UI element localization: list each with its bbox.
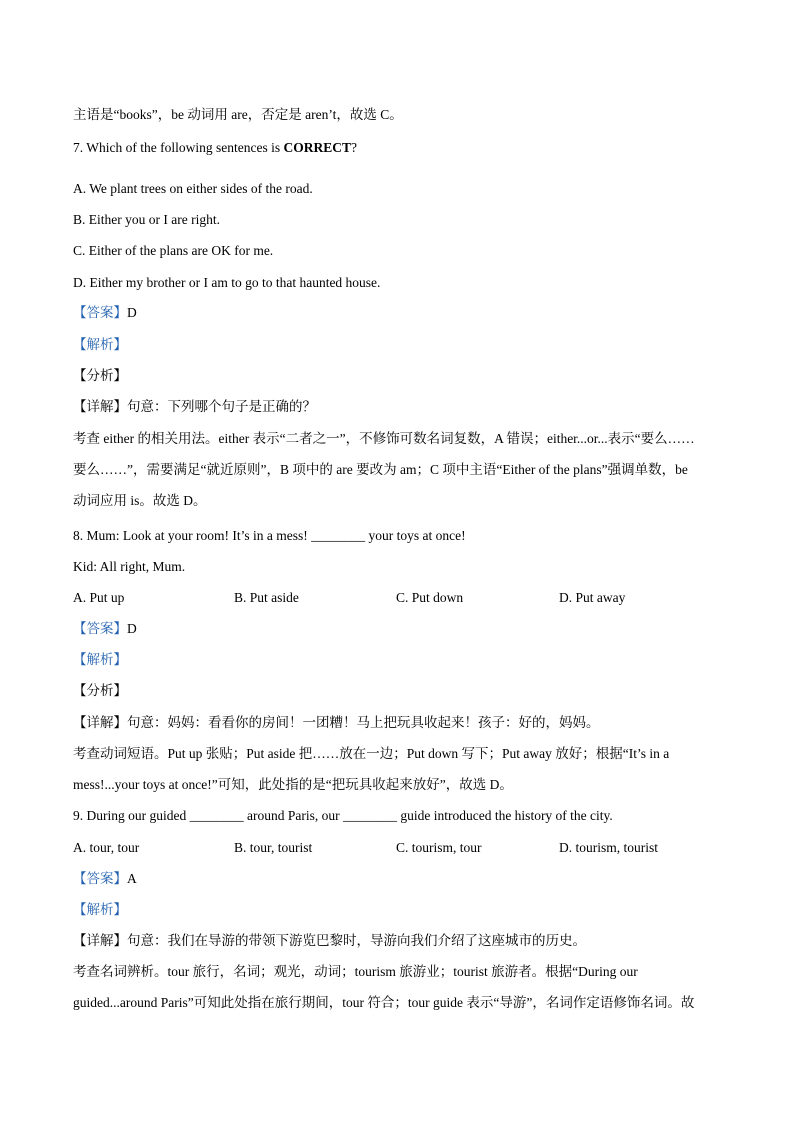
q8-detail-text: 句意：妈妈：看看你的房间！一团糟！马上把玩具收起来！孩子：好的，妈妈。	[127, 715, 600, 730]
q8-option-c: C. Put down	[396, 590, 464, 605]
q9-jiexi: 【解析】	[73, 902, 127, 917]
q8-kid: Kid: All right, Mum.	[73, 559, 186, 574]
q9-stem: 9. During our guided ________ around Paris, our ________ guide introduced the history of the city.	[73, 808, 613, 823]
q9-explain-2: guided...around Paris”可知此处指在旅行期间，tour 符合；tour guide 表示“导游”，名词作定语修饰名词。故	[73, 995, 695, 1010]
q7-option-d: D. Either my brother or I am to go to that haunted house.	[73, 275, 381, 290]
q8-answer-label: 【答案】	[73, 621, 127, 636]
q8-option-b: B. Put aside	[234, 590, 299, 605]
q9-detail-label: 【详解】	[73, 933, 127, 948]
q8-detail	[73, 713, 734, 733]
q7-option-b: B. Either you or I are right.	[73, 212, 220, 227]
q7-option-a: A. We plant trees on either sides of the road.	[73, 181, 313, 196]
q8-option-d: D. Put away	[559, 590, 626, 605]
q7-explain-2: 要么……”，需要满足“就近原则”，B 项中的 are 要改为 am；C 项中主语“Either of the plans”强调单数，be	[73, 462, 688, 477]
q7-stem-end: ?	[350, 140, 357, 155]
q9-explain-1: 考查名词辨析。tour 旅行，名词；观光，动词；tourism 旅游业；tourist 旅游者。根据“During our	[73, 964, 638, 979]
q7-explain-3: 动词应用 is。故选 D。	[73, 493, 207, 508]
q8-detail-label: 【详解】	[73, 715, 127, 730]
q8-explain-1: 考查动词短语。Put up 张贴；Put aside 把……放在一边；Put down 写下；Put away 放好；根据“It’s in a	[73, 746, 670, 761]
q9-answer	[73, 869, 734, 889]
q7-detail-text: 句意：下列哪个句子是正确的？	[127, 399, 316, 414]
q9-detail	[73, 931, 734, 951]
q7-explain-1: 考查 either 的相关用法。either 表示“二者之一”，不修饰可数名词复数，A 错误；either...or...表示“要么……	[73, 431, 695, 446]
q9-option-a: A. tour, tour	[73, 840, 140, 855]
q8-fenxi: 【分析】	[73, 683, 127, 698]
top-note: 主语是“books”，be 动词用 are，否定是 aren’t，故选 C。	[73, 107, 403, 122]
q7-answer	[73, 303, 734, 323]
q7-jiexi: 【解析】	[73, 337, 127, 352]
q9-option-d: D. tourism, tourist	[559, 840, 659, 855]
q7-answer-label: 【答案】	[73, 305, 127, 320]
q8-option-a: A. Put up	[73, 590, 125, 605]
q7-stem-text: 7. Which of the following sentences is	[73, 140, 284, 155]
q7-detail	[73, 397, 734, 417]
q8-jiexi: 【解析】	[73, 652, 127, 667]
q7-stem-bold: CORRECT	[283, 140, 351, 155]
q8-answer	[73, 619, 734, 639]
q7-stem	[73, 138, 734, 158]
q7-answer-value: D	[127, 305, 137, 320]
q7-option-c: C. Either of the plans are OK for me.	[73, 243, 274, 258]
q9-option-c: C. tourism, tour	[396, 840, 482, 855]
q8-explain-2: mess!...your toys at once!”可知，此处指的是“把玩具收起来放好”，故选 D。	[73, 777, 513, 792]
q9-detail-text: 句意：我们在导游的带领下游览巴黎时，导游向我们介绍了这座城市的历史。	[127, 933, 586, 948]
q9-option-b: B. tour, tourist	[234, 840, 313, 855]
q9-answer-label: 【答案】	[73, 871, 127, 886]
q9-answer-value: A	[127, 871, 137, 886]
q8-stem: 8. Mum: Look at your room! It’s in a mess! ________ your toys at once!	[73, 528, 466, 543]
q7-fenxi: 【分析】	[73, 368, 127, 383]
q7-detail-label: 【详解】	[73, 399, 127, 414]
q8-answer-value: D	[127, 621, 137, 636]
